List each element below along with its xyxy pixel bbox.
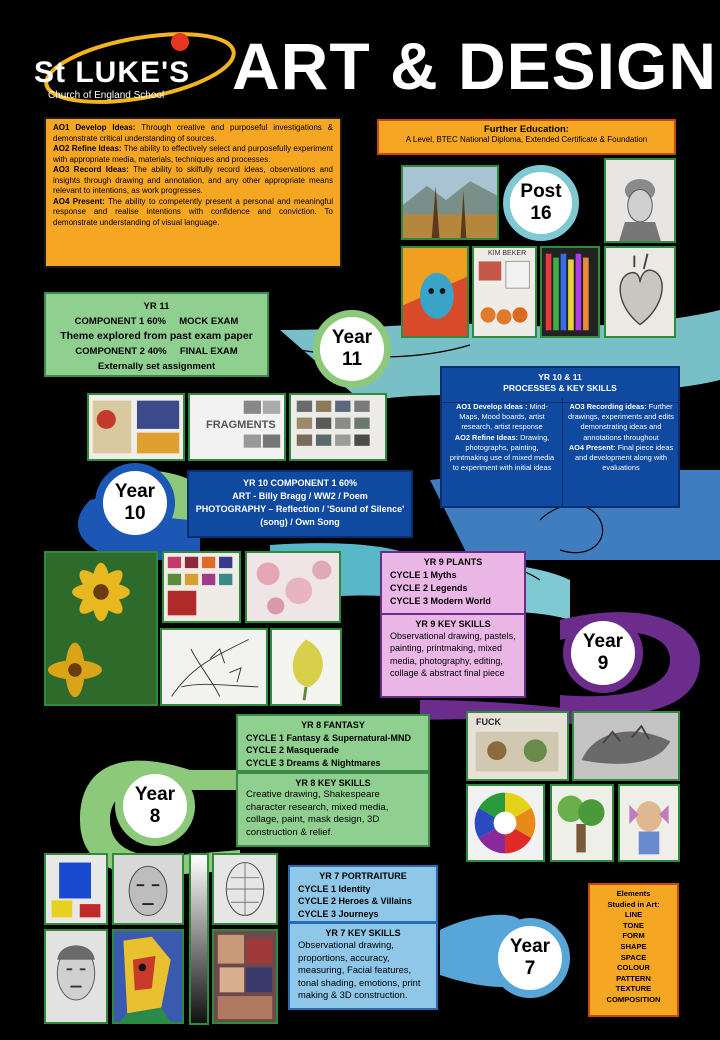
element-item: PATTERN — [616, 973, 651, 983]
ao4-text: The ability to competently present a personal and meaningful response and realise intentions with confidence and conviction. To demonstrate understanding of visual language. — [53, 196, 333, 227]
yr9-skills-title: YR 9 KEY SKILLS — [415, 619, 491, 629]
year-11-line1: Year — [331, 327, 373, 348]
year-9-line2: 9 — [597, 653, 609, 674]
yr7-cycle2: CYCLE 2 Heroes & Villains — [298, 896, 412, 906]
ao3-text: The ability to skilfully record ideas, observations and insights through drawing and annotation, and any other appropriate means relevant to intentions, as work progresses. — [53, 165, 334, 195]
tonal-scale-image — [189, 853, 209, 1025]
ao1-label: AO1 Develop Ideas: — [53, 123, 136, 132]
school-name: St LUKE'S — [34, 56, 191, 89]
further-education-text: A Level, BTEC National Diploma, Extended Certificate & Foundation — [405, 135, 648, 144]
soldier-portrait-drawing-image — [604, 158, 676, 243]
plant-studies-grid-image — [162, 551, 241, 623]
yr10-11-title2: PROCESSES & KEY SKILLS — [503, 383, 617, 393]
yr10-11-left-column — [446, 402, 558, 473]
further-education-title: Further Education: — [484, 124, 569, 135]
year-10-line2: 10 — [124, 503, 146, 524]
face-pop-art-image — [401, 246, 469, 338]
ao2-text: The ability to effectively select and purposefully experiment with appropriate media, materials, techniques and processes. — [53, 144, 333, 164]
sunflower-painting-image — [44, 551, 158, 706]
yr11-line2: Theme explored from past exam paper — [60, 330, 253, 342]
clay-creature-image — [572, 711, 680, 781]
ao2-label: AO2 Refine Ideas: — [53, 144, 122, 153]
year-8-line2: 8 — [149, 806, 161, 827]
yr11-box — [44, 292, 269, 377]
fragments-sketchbook-image — [188, 393, 286, 461]
assessment-objectives-box — [44, 117, 342, 268]
elements-title2: Studied in Art: — [607, 899, 660, 909]
yr10-11-ao2-text: Drawing, photographs, painting, printmaking use of mixed media to experiment with initial ideas — [449, 432, 555, 473]
elements-title1: Elements — [616, 889, 651, 898]
kim-beker-sketchbook-image — [472, 246, 537, 338]
yr7-title: YR 7 PORTRAITURE — [319, 871, 407, 881]
yr7-cycle1: CYCLE 1 Identity — [298, 883, 371, 894]
yr10-11-title1: YR 10 & 11 — [538, 372, 582, 382]
yr10-11-ao2-label: AO2 Refine Ideas: — [454, 432, 519, 442]
sketchbook-collage-image — [87, 393, 185, 461]
element-item: SPACE — [620, 952, 647, 962]
ao4-label: AO4 Present: — [53, 196, 105, 206]
yr10-component-box — [187, 470, 413, 538]
yr10-line3: PHOTOGRAPHY – Reflection / 'Sound of Silence' — [195, 504, 405, 514]
further-education-box — [377, 119, 676, 155]
element-item: LINE — [624, 910, 643, 920]
kim-beker-label: KIM BEKER — [488, 250, 527, 257]
yr8-skills-title: YR 8 KEY SKILLS — [295, 778, 371, 788]
yr8-cycle3: CYCLE 3 Dreams & Nightmares — [246, 757, 381, 768]
yr8-skills-box — [236, 772, 430, 847]
year-10-badge — [95, 463, 175, 543]
yr10-11-right-column — [566, 402, 676, 473]
yr10-11-ao1-label: AO1 Develop Ideas : — [455, 402, 528, 411]
year-post16-badge — [503, 165, 579, 241]
yr7-cycle3: CYCLE 3 Journeys — [298, 908, 379, 919]
proportion-drawing-image — [212, 853, 278, 925]
yr7-skills-title: YR 7 KEY SKILLS — [325, 928, 401, 938]
year-7-badge — [490, 918, 570, 998]
fragments-label: FRAGMENTS — [206, 419, 276, 431]
yellow-leaf-painting-image — [270, 628, 342, 706]
yr9-skills-box — [380, 613, 526, 698]
portrait-collage-image — [212, 929, 278, 1024]
photo-contact-sheet-image — [289, 393, 387, 461]
pencils-photo-image — [540, 246, 600, 338]
yr10-11-ao4-label: AO4 Present: — [568, 442, 616, 452]
element-item: TONE — [623, 920, 644, 930]
leaf-line-drawing-image — [160, 628, 268, 706]
yr8-cycle1: CYCLE 1 Fantasy & Supernatural-MND — [246, 732, 412, 743]
year-9-line1: Year — [582, 631, 624, 652]
school-subtitle: Church of England School — [48, 90, 165, 101]
year-7-line1: Year — [509, 936, 551, 957]
art-elements-box — [588, 883, 679, 1017]
yr7-skills-box — [288, 922, 438, 1010]
ao3-label: AO3 Record Ideas: — [53, 165, 129, 174]
yr11-title: YR 11 — [143, 301, 170, 312]
yr10-line4: (song) / Own Song — [260, 517, 340, 527]
yr8-title: YR 8 FANTASY — [301, 720, 365, 730]
year-post16-line2: 16 — [530, 203, 552, 224]
character-mask-image — [618, 784, 680, 862]
yr8-cycle2: CYCLE 2 Masquerade — [246, 745, 340, 755]
yr9-plants-box — [380, 551, 526, 615]
year-8-line1: Year — [134, 784, 176, 805]
element-item: TEXTURE — [615, 984, 652, 994]
face-sketch-image — [112, 853, 184, 925]
yr10-11-ao3-text: Further drawings, experiments and edits demonstrating ideas and annotations throughout — [568, 402, 674, 442]
yr11-line3: COMPONENT 2 40% FINAL EXAM — [75, 346, 238, 357]
yr9-cycle2: CYCLE 2 Legends — [390, 583, 468, 593]
yr7-portraiture-box — [288, 865, 438, 923]
landscape-photo-image — [401, 165, 499, 240]
year-post16-line1: Post — [520, 181, 562, 202]
yr10-line2: ART - Billy Bragg / WW2 / Poem — [232, 491, 368, 501]
anatomical-heart-drawing-image — [604, 246, 676, 338]
year-9-badge — [563, 613, 643, 693]
yr10-11-ao1-text: Mind-Maps, Mood boards, artist research, artist response — [459, 402, 548, 432]
year-11-line2: 11 — [341, 349, 363, 370]
yr7-skills-text: Observational drawing, proportions, accuracy, measuring, Facial features, tonal shading, emotions, print making & 3D construction. — [298, 939, 421, 1001]
blue-collage-image — [44, 853, 108, 925]
year-10-line1: Year — [114, 481, 156, 502]
picasso-style-portrait-image — [112, 929, 184, 1024]
yr8-skills-text: Creative drawing, Shakespeare character research, mixed media, collage, paint, mask design, 3D construction & relief. — [246, 789, 389, 838]
yr9-skills-text: Observational drawing, pastels, painting, printmaking, mixed media, photography, editing, collage & abstract final piece — [390, 631, 516, 678]
yr11-line1: COMPONENT 1 60% MOCK EXAM — [74, 316, 239, 327]
column-divider — [562, 398, 563, 506]
element-item: COLOUR — [617, 963, 650, 973]
year-7-line2: 7 — [524, 958, 536, 979]
colour-wheel-image — [466, 784, 545, 862]
year-8-badge — [115, 766, 195, 846]
yr10-11-ao4-text: Final piece ideas and development along with evaluations — [574, 442, 674, 473]
yr9-cycle3: CYCLE 3 Modern World — [390, 596, 491, 606]
sketchbook-label: FUCK — [476, 717, 501, 727]
sketchbook-page-image — [466, 711, 569, 781]
yr9-title: YR 9 PLANTS — [423, 557, 483, 567]
yr10-11-ao3-label: AO3 Recording ideas: — [569, 402, 647, 411]
fairy-tree-image — [550, 784, 614, 862]
yr9-cycle1: CYCLE 1 Myths — [390, 570, 457, 580]
element-item: SHAPE — [620, 941, 647, 951]
page-title: ART & DESIGN — [232, 29, 718, 103]
yr8-fantasy-box — [236, 714, 430, 772]
element-item: FORM — [622, 931, 645, 941]
pencil-portrait-image — [44, 929, 108, 1024]
blossom-drawing-image — [245, 551, 341, 623]
yr11-line4: Externally set assignment — [97, 361, 216, 372]
ao1-text: Through creative and purposeful investigations & demonstrate critical understanding of sources. — [53, 123, 334, 143]
year-11-badge — [313, 310, 391, 388]
element-item: COMPOSITION — [606, 994, 661, 1004]
yr10-11-processes-box — [440, 366, 680, 508]
yr10-line1: YR 10 COMPONENT 1 60% — [242, 478, 358, 488]
